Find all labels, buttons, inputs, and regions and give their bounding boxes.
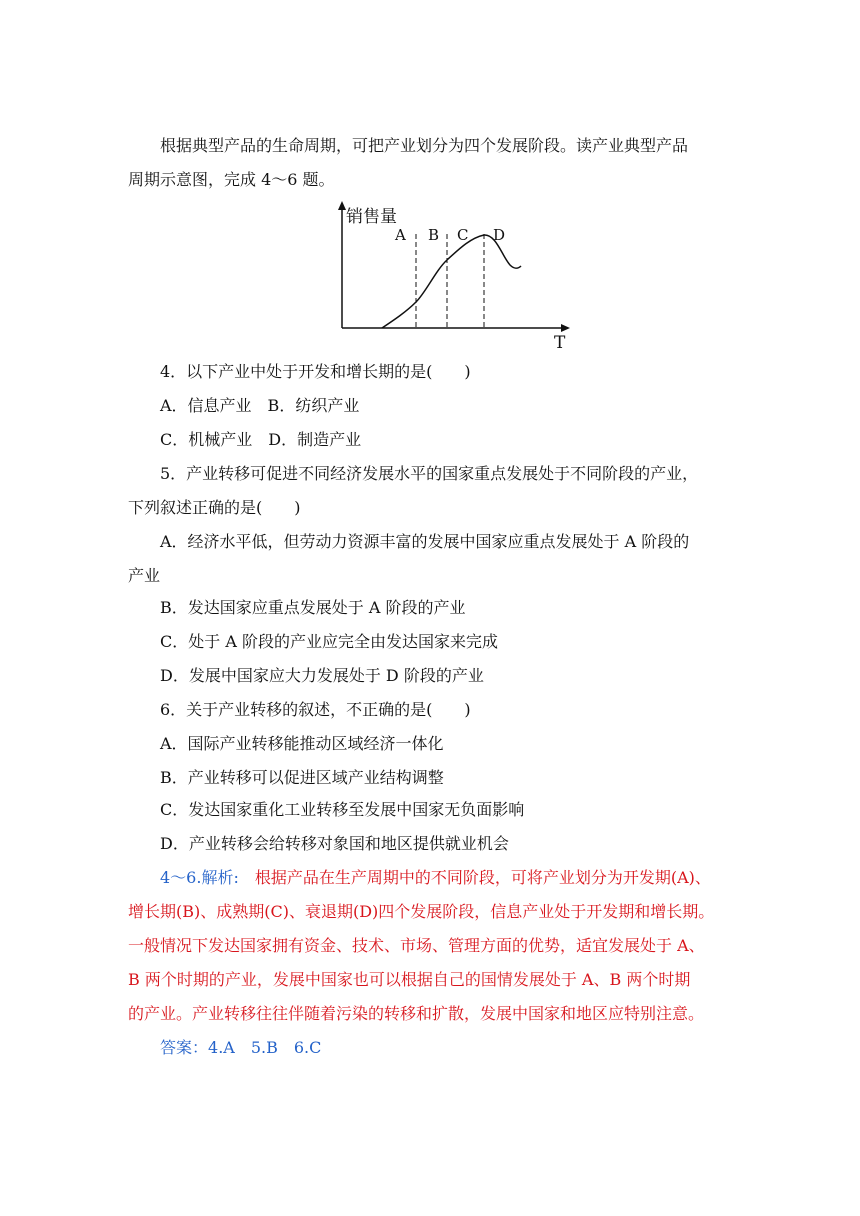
question-6-option-c: C．发达国家重化工业转移至发展中国家无负面影响 <box>160 800 525 819</box>
product-cycle-figure <box>330 198 580 350</box>
x-axis-label: T <box>554 333 566 350</box>
question-4-options-cd: C．机械产业 D．制造产业 <box>160 430 362 449</box>
question-5-option-a: A．经济水平低，但劳动力资源丰富的发展中国家应重点发展处于 A 阶段的 <box>160 532 690 551</box>
y-axis-label: 销售量 <box>346 207 397 227</box>
analysis-line-2: 增长期(B)、成熟期(C)、衰退期(D)四个发展阶段，信息产业处于开发期和增长期。 <box>128 902 715 921</box>
question-4-options-ab: A．信息产业 B．纺织产业 <box>160 396 360 415</box>
question-5-option-a-cont: 产业 <box>128 566 161 585</box>
question-5-stem-line-1: 5．产业转移可促进不同经济发展水平的国家重点发展处于不同阶段的产业， <box>160 464 699 483</box>
question-5-stem-line-2: 下列叙述正确的是( ) <box>128 498 301 517</box>
analysis-line-3: 一般情况下发达国家拥有资金、技术、市场、管理方面的优势，适宜发展处于 A、 <box>128 936 705 955</box>
x-axis-arrow <box>561 324 570 332</box>
analysis-line-1 <box>160 868 711 888</box>
question-5-option-c: C．处于 A 阶段的产业应完全由发达国家来完成 <box>160 632 498 651</box>
analysis-text-1: 根据产品在生产周期中的不同阶段，可将产业划分为开发期(A)、 <box>254 868 711 887</box>
question-5-option-d: D．发展中国家应大力发展处于 D 阶段的产业 <box>160 666 484 685</box>
life-cycle-curve <box>382 235 521 328</box>
answer-label: 答案： <box>160 1038 209 1057</box>
analysis-line-4: B 两个时期的产业，发展中国家也可以根据自己的国情发展处于 A、B 两个时期 <box>128 970 691 989</box>
analysis-label: 4～6.解析: <box>160 868 239 887</box>
intro-line-1: 根据典型产品的生命周期，可把产业划分为四个发展阶段。读产业典型产品 <box>160 136 689 155</box>
y-axis-arrow <box>338 201 346 210</box>
stage-label-d: D <box>493 226 506 244</box>
question-6-option-a: A．国际产业转移能推动区域经济一体化 <box>160 734 444 753</box>
intro-line-2: 周期示意图，完成 4～6 题。 <box>128 170 335 189</box>
stage-label-c: C <box>457 226 469 244</box>
analysis-line-5: 的产业。产业转移往往伴随着污染的转移和扩散，发展中国家和地区应特别注意。 <box>128 1004 705 1023</box>
question-6-option-d: D．产业转移会给转移对象国和地区提供就业机会 <box>160 834 509 853</box>
stage-label-b: B <box>428 226 440 244</box>
answer-text: 4.A 5.B 6.C <box>208 1038 322 1057</box>
question-6-option-b: B．产业转移可以促进区域产业结构调整 <box>160 768 444 787</box>
stage-label-a: A <box>395 226 406 244</box>
answer-line <box>160 1038 321 1058</box>
question-6-stem: 6．关于产业转移的叙述，不正确的是( ) <box>160 700 471 719</box>
question-5-option-b: B．发达国家应重点发展处于 A 阶段的产业 <box>160 598 466 617</box>
question-4-stem: 4．以下产业中处于开发和增长期的是( ) <box>160 362 471 381</box>
